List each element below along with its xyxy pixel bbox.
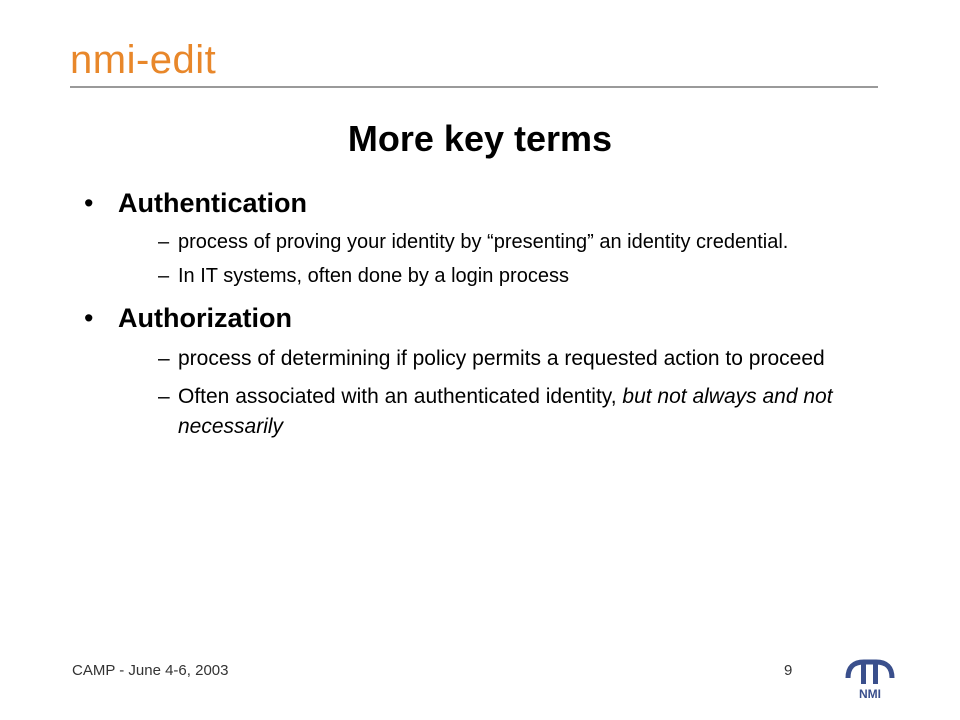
brand-title: nmi-edit bbox=[70, 38, 217, 82]
header-divider bbox=[70, 86, 878, 88]
sub-text-italic: but not always and not necessarily bbox=[178, 385, 833, 438]
slide-content bbox=[84, 188, 884, 450]
bullet-dot: • bbox=[84, 188, 94, 218]
sub-dash: – bbox=[158, 347, 170, 370]
slide-title: More key terms bbox=[347, 118, 613, 159]
sub-item bbox=[158, 229, 884, 255]
sub-text: process of proving your identity by “presenting” an identity credential. bbox=[178, 231, 789, 253]
page-number: 9 bbox=[784, 662, 793, 679]
nmi-logo-icon bbox=[842, 656, 898, 702]
sub-text-plain: Often associated with an authenticated identity, bbox=[178, 385, 623, 408]
sub-dash: – bbox=[158, 385, 170, 408]
sub-text bbox=[178, 382, 884, 442]
bullet-dot: • bbox=[84, 303, 94, 333]
sub-item bbox=[158, 263, 884, 289]
bullet-item bbox=[84, 303, 884, 334]
sub-dash: – bbox=[158, 231, 170, 253]
sub-item bbox=[158, 344, 884, 374]
sub-dash: – bbox=[158, 265, 170, 287]
bullet-item bbox=[84, 188, 884, 219]
logo-text: NMI bbox=[859, 687, 881, 701]
footer-event: CAMP - June 4-6, 2003 bbox=[72, 662, 229, 679]
sub-item bbox=[158, 382, 884, 442]
sub-text: In IT systems, often done by a login process bbox=[178, 265, 569, 287]
sub-text: process of determining if policy permits a requested action to proceed bbox=[178, 347, 825, 370]
bullet-term: Authorization bbox=[118, 303, 292, 333]
bullet-term: Authentication bbox=[118, 188, 307, 218]
